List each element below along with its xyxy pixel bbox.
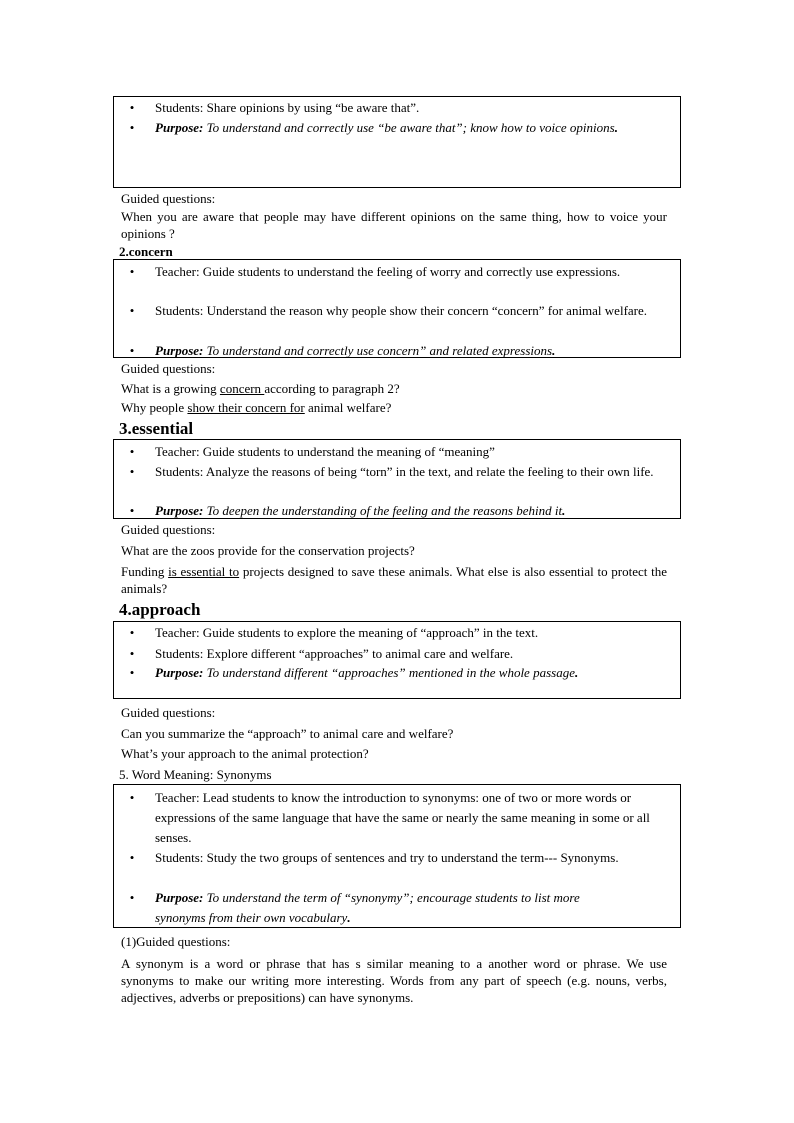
purpose-text: Purpose: To understand and correctly use concern” and related expressions. xyxy=(155,343,556,358)
box-1 xyxy=(113,96,681,188)
bullet: • xyxy=(129,890,135,905)
question: What is a growing concern according to paragraph 2? xyxy=(121,381,400,396)
bullet: • xyxy=(129,790,135,805)
bullet: • xyxy=(129,343,135,358)
bullet-text: Teacher: Guide students to understand the meaning of “meaning” xyxy=(155,444,495,459)
purpose-text: Purpose: To understand different “approaches” mentioned in the whole passage. xyxy=(155,665,579,680)
paragraph: A synonym is a word or phrase that has s similar meaning to a another word or phrase. We use synonyms to make our writing more interesting. Words from any part of speech (e.g. nouns, verbs, adjectives, adverbs or prepositions) can have synonyms. xyxy=(121,956,667,1005)
guided-questions-label: Guided questions: xyxy=(121,361,216,376)
question: What are the zoos provide for the conservation projects? xyxy=(121,543,415,558)
purpose-text: Purpose: To understand and correctly use “be aware that”; know how to voice opinions. xyxy=(155,120,618,135)
section-heading: 4.approach xyxy=(119,600,201,619)
question: Can you summarize the “approach” to animal care and welfare? xyxy=(121,726,454,741)
bullet: • xyxy=(129,264,135,279)
question: What’s your approach to the animal protection? xyxy=(121,746,369,761)
bullet-text: Students: Explore different “approaches” to animal care and welfare. xyxy=(155,646,514,661)
paragraph: When you are aware that people may have different opinions on the same thing, how to voice your opinions ? xyxy=(121,209,667,241)
bullet-text: Students: Share opinions by using “be aware that”. xyxy=(155,100,420,115)
paragraph: Funding is essential to projects designed to save these animals. What else is also essential to protect the animals? xyxy=(121,564,668,596)
bullet: • xyxy=(129,464,135,479)
bullet: • xyxy=(129,100,135,115)
bullet-text: Students: Understand the reason why people show their concern “concern” for animal welfare. xyxy=(155,303,648,318)
guided-questions-label: (1)Guided questions: xyxy=(121,934,231,949)
bullet-text: Students: Analyze the reasons of being “torn” in the text, and relate the feeling to their own life. xyxy=(155,464,654,479)
section-heading: 5. Word Meaning: Synonyms xyxy=(119,767,272,782)
section-heading: 2.concern xyxy=(119,244,173,259)
bullet: • xyxy=(129,850,135,865)
box-2 xyxy=(113,259,681,358)
box-4 xyxy=(113,621,681,699)
guided-questions-label: Guided questions: xyxy=(121,522,216,537)
section-heading: 3.essential xyxy=(119,419,194,438)
guided-questions-label: Guided questions: xyxy=(121,705,216,720)
bullet: • xyxy=(129,120,135,135)
bullet-text: Students: Study the two groups of sentences and try to understand the term--- Synonyms. xyxy=(155,850,619,865)
purpose-text: Purpose: To understand the term of “synonymy”; encourage students to list more synonyms from their own vocabulary. xyxy=(155,890,580,925)
bullet: • xyxy=(129,303,135,318)
bullet: • xyxy=(129,665,135,680)
bullet-text: Teacher: Lead students to know the introduction to synonyms: one of two or more words or expressions of the same language that have the same or nearly the same meaning in some or all senses. xyxy=(155,790,650,845)
box-3 xyxy=(113,439,681,519)
bullet-text: Teacher: Guide students to explore the meaning of “approach” in the text. xyxy=(155,625,539,640)
bullet-text: Teacher: Guide students to understand the feeling of worry and correctly use expressions. xyxy=(155,264,621,279)
bullet: • xyxy=(129,625,135,640)
bullet: • xyxy=(129,503,135,518)
box-5 xyxy=(113,784,681,928)
bullet: • xyxy=(129,646,135,661)
bullet: • xyxy=(129,444,135,459)
purpose-text: Purpose: To deepen the understanding of the feeling and the reasons behind it. xyxy=(155,503,566,518)
guided-questions-label: Guided questions: xyxy=(121,191,216,206)
question: Why people show their concern for animal welfare? xyxy=(121,400,392,415)
